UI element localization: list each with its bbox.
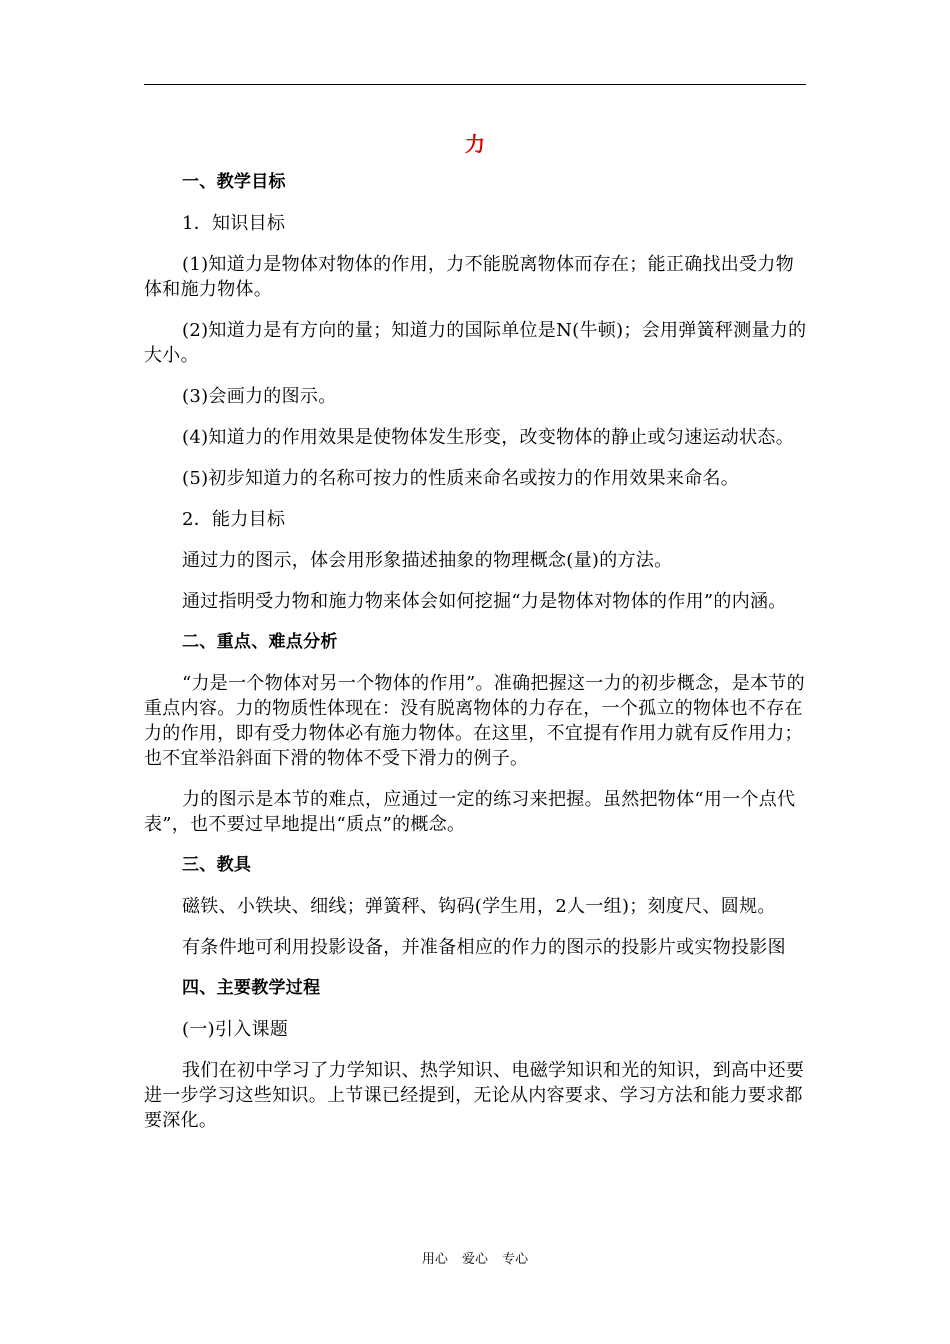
paragraph: (1)知道力是物体对物体的作用，力不能脱离物体而存在；能正确找出受力物体和施力物体。 (144, 254, 794, 300)
paragraph: (5)初步知道力的名称可按力的性质来命名或按力的作用效果来命名。 (182, 468, 740, 489)
paragraph: (4)知道力的作用效果是使物体发生形变，改变物体的静止或匀速运动状态。 (182, 427, 794, 448)
page-footer: 用心 爱心 专心 (421, 1252, 529, 1267)
document-body (144, 170, 808, 1149)
subheading-knowledge-objectives: 1．知识目标 (182, 213, 286, 234)
subheading-ability-objectives: 2．能力目标 (182, 509, 286, 530)
section-heading-objectives: 一、教学目标 (182, 172, 286, 192)
paragraph: (3)会画力的图示。 (182, 386, 337, 407)
section-heading-teaching-aids: 三、教具 (182, 855, 252, 875)
paragraph: 我们在初中学习了力学知识、热学知识、电磁学知识和光的知识，到高中还要进一步学习这些知识。上节课已经提到，无论从内容要求、学习方法和能力要求都要深化。 (144, 1060, 805, 1131)
section-heading-key-points: 二、重点、难点分析 (182, 632, 338, 652)
section-heading-teaching-process: 四、主要教学过程 (182, 978, 321, 998)
paragraph: 通过指明受力物和施力物来体会如何挖掘“力是物体对物体的作用”的内涵。 (182, 591, 787, 612)
paragraph: (2)知道力是有方向的量；知道力的国际单位是N(牛顿)；会用弹簧秤测量力的大小。 (144, 320, 807, 366)
paragraph: 有条件地可利用投影设备，并准备相应的作力的图示的投影片或实物投影图 (182, 937, 786, 958)
header-rule (144, 84, 806, 85)
paragraph: 通过力的图示，体会用形象描述抽象的物理概念(量)的方法。 (182, 550, 673, 571)
paragraph: 力的图示是本节的难点，应通过一定的练习来把握。虽然把物体“用一个点代表”，也不要过早地提出“质点”的概念。 (144, 789, 796, 835)
paragraph: “力是一个物体对另一个物体的作用”。准确把握这一力的初步概念，是本节的重点内容。力的物质性体现在：没有脱离物体的力存在，一个孤立的物体也不存在力的作用，即有受力物体必有施力物体。在这里，不宜提有作用力就有反作用力；也不宜举沿斜面下滑的物体不受下滑力的例子。 (144, 673, 805, 769)
page-title: 力 (465, 132, 485, 156)
subheading-introduction: (一)引入课题 (182, 1019, 289, 1040)
paragraph: 磁铁、小铁块、细线；弹簧秤、钩码(学生用，2人一组)；刻度尺、圆规。 (182, 896, 776, 917)
